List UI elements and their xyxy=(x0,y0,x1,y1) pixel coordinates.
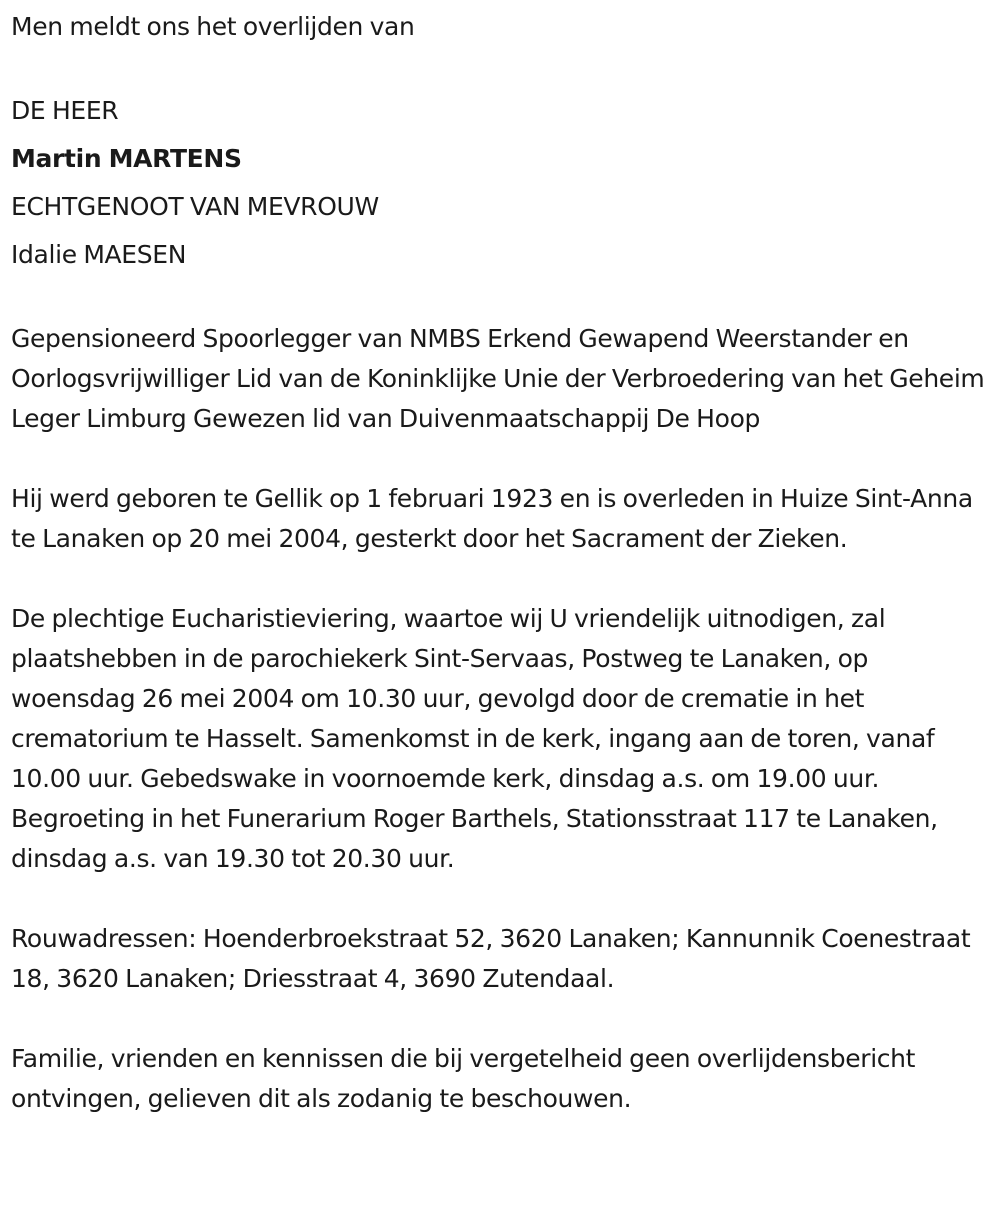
closing-paragraph: Familie, vrienden en kennissen die bij vergetelheid geen overlijdensbericht ontvingen, gelieven dit als zodanig te beschouwen. xyxy=(11,1044,916,1113)
intro-line: Men meldt ons het overlijden van xyxy=(11,12,415,41)
addresses-paragraph: Rouwadressen: Hoenderbroekstraat 52, 3620 Lanaken; Kannunnik Coenestraat 18, 3620 Lanaken; Driesstraat 4, 3690 Zutendaal. xyxy=(11,924,971,993)
career-paragraph: Gepensioneerd Spoorlegger van NMBS Erkend Gewapend Weerstander en Oorlogsvrijwilliger Lid van de Koninklijke Unie der Verbroedering van het Geheim Leger Limburg Gewezen lid van Duivenmaatschappij De Hoop xyxy=(11,324,985,433)
ceremony-paragraph: De plechtige Eucharistieviering, waartoe wij U vriendelijk uitnodigen, zal plaatshebben in de parochiekerk Sint-Servaas, Postweg te Lanaken, op woensdag 26 mei 2004 om 10.30 uur, gevolgd door de crematie in het crematorium te Hasselt. Samenkomst in de kerk, ingang aan de toren, vanaf 10.00 uur. Gebedswake in voornoemde kerk, dinsdag a.s. om 19.00 uur. Begroeting in het Funerarium Roger Barthels, Stationsstraat 117 te Lanaken, dinsdag a.s. van 19.30 tot 20.30 uur. xyxy=(11,604,938,873)
spouse-name: Idalie MAESEN xyxy=(11,240,187,269)
deceased-name: Martin MARTENS xyxy=(11,144,242,173)
spouse-label: ECHTGENOOT VAN MEVROUW xyxy=(11,192,379,221)
birth-death-paragraph: Hij werd geboren te Gellik op 1 februari 1923 en is overleden in Huize Sint-Anna te Lanaken op 20 mei 2004, gesterkt door het Sacrament der Zieken. xyxy=(11,484,973,553)
title-line: DE HEER xyxy=(11,96,119,125)
